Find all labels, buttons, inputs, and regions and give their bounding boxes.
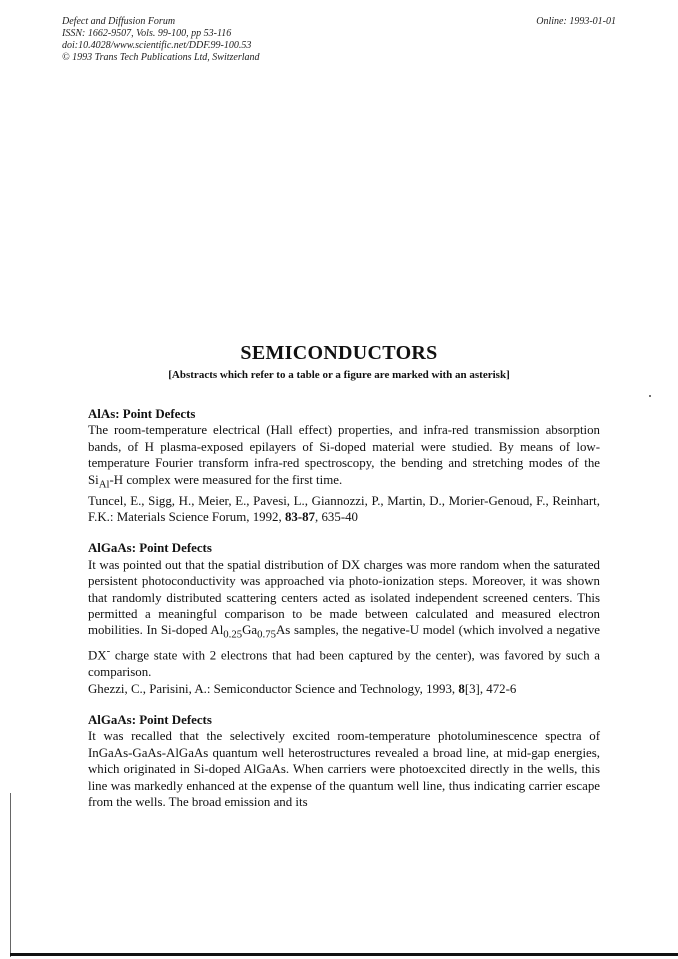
body-text: The room-temperature electrical (Hall effect) properties, and infra-red transmission absorption bands, of H plasma-exposed epilayers of Si-doped material were studied. By means of low-temperature Fourier transform infra-red spectroscopy, the bending and stretching modes of the Si [88, 423, 600, 487]
stray-mark [649, 395, 651, 397]
reference-pages: [3], 472-6 [464, 681, 517, 696]
subscript: Al [98, 478, 110, 491]
abstract-body [88, 422, 600, 492]
body-text: As samples, the negative-U model (which involved a negative DX [88, 623, 600, 663]
journal-doi: doi:10.4028/www.scientific.net/DDF.99-100.53 [62, 40, 252, 51]
page-title: SEMICONDUCTORS [240, 342, 438, 364]
reference-volume: 83-87 [284, 510, 316, 525]
abstract-heading: AlAs: Point Defects [88, 407, 196, 421]
page-bottom-rule [10, 953, 678, 956]
page-subtitle: [Abstracts which refer to a table or a figure are marked with an asterisk] [168, 369, 510, 381]
abstract-2 [88, 540, 600, 697]
journal-issn: ISSN: 1662-9507, Vols. 99-100, pp 53-116 [62, 28, 232, 39]
subscript: 0.75 [257, 629, 276, 642]
body-text: Ga [242, 623, 258, 638]
scan-edge-line [10, 793, 11, 957]
abstract-body: It was recalled that the selectively excited room-temperature photoluminescence spectra of InGaAs-GaAs-AlGaAs quantum well heterostructures revealed a broad line, at mid-gap energies, which originated in Si-doped AlGaAs. When carriers were photoexcited directly in the wells, this line was markedly enhanced at the expense of the quantum well line, thus indicating carrier escape from the wells. The broad emission and its [88, 729, 600, 809]
abstract-1 [88, 406, 600, 525]
reference-text: Ghezzi, C., Parisini, A.: Semiconductor Science and Technology, 1993, [88, 681, 459, 696]
superscript: - [106, 645, 111, 658]
abstracts [88, 406, 600, 825]
reference-text: Tuncel, E., Sigg, H., Meier, E., Pavesi, L., Giannozzi, P., Martin, D., Morier-Genoud, F., Reinhart, F.K.: Materials Science Forum, 1992, [88, 493, 600, 525]
body-text: -H complex were measured for the first time. [109, 472, 343, 487]
online-date: Online: 1993-01-01 [536, 16, 616, 27]
journal-copyright: © 1993 Trans Tech Publications Ltd, Switzerland [62, 52, 260, 63]
abstract-heading: AlGaAs: Point Defects [88, 712, 212, 727]
abstract-body [88, 557, 600, 681]
journal-name: Defect and Diffusion Forum [62, 16, 176, 27]
subscript: 0.25 [223, 629, 243, 642]
abstract-3 [88, 712, 600, 810]
body-text: It was pointed out that the spatial distribution of DX charges was more random when the saturated persistent photoconductivity was approached via photo-ionization steps. Moreover, it was shown that randomly distributed scattering centers acted as isolated independent screened centers. This permitted a meaningful comparison to be made between calculated and measured electron mobilities. In Si-doped Al [88, 557, 600, 638]
abstract-reference [88, 681, 600, 697]
abstract-reference [88, 493, 600, 526]
body-text: charge state with 2 electrons that had been captured by the center), was favored by such a comparison. [88, 648, 600, 680]
reference-pages: , 635-40 [315, 510, 358, 525]
abstract-heading: AlGaAs: Point Defects [88, 541, 212, 556]
reference-volume: 8 [458, 681, 465, 696]
journal-header [62, 16, 260, 64]
